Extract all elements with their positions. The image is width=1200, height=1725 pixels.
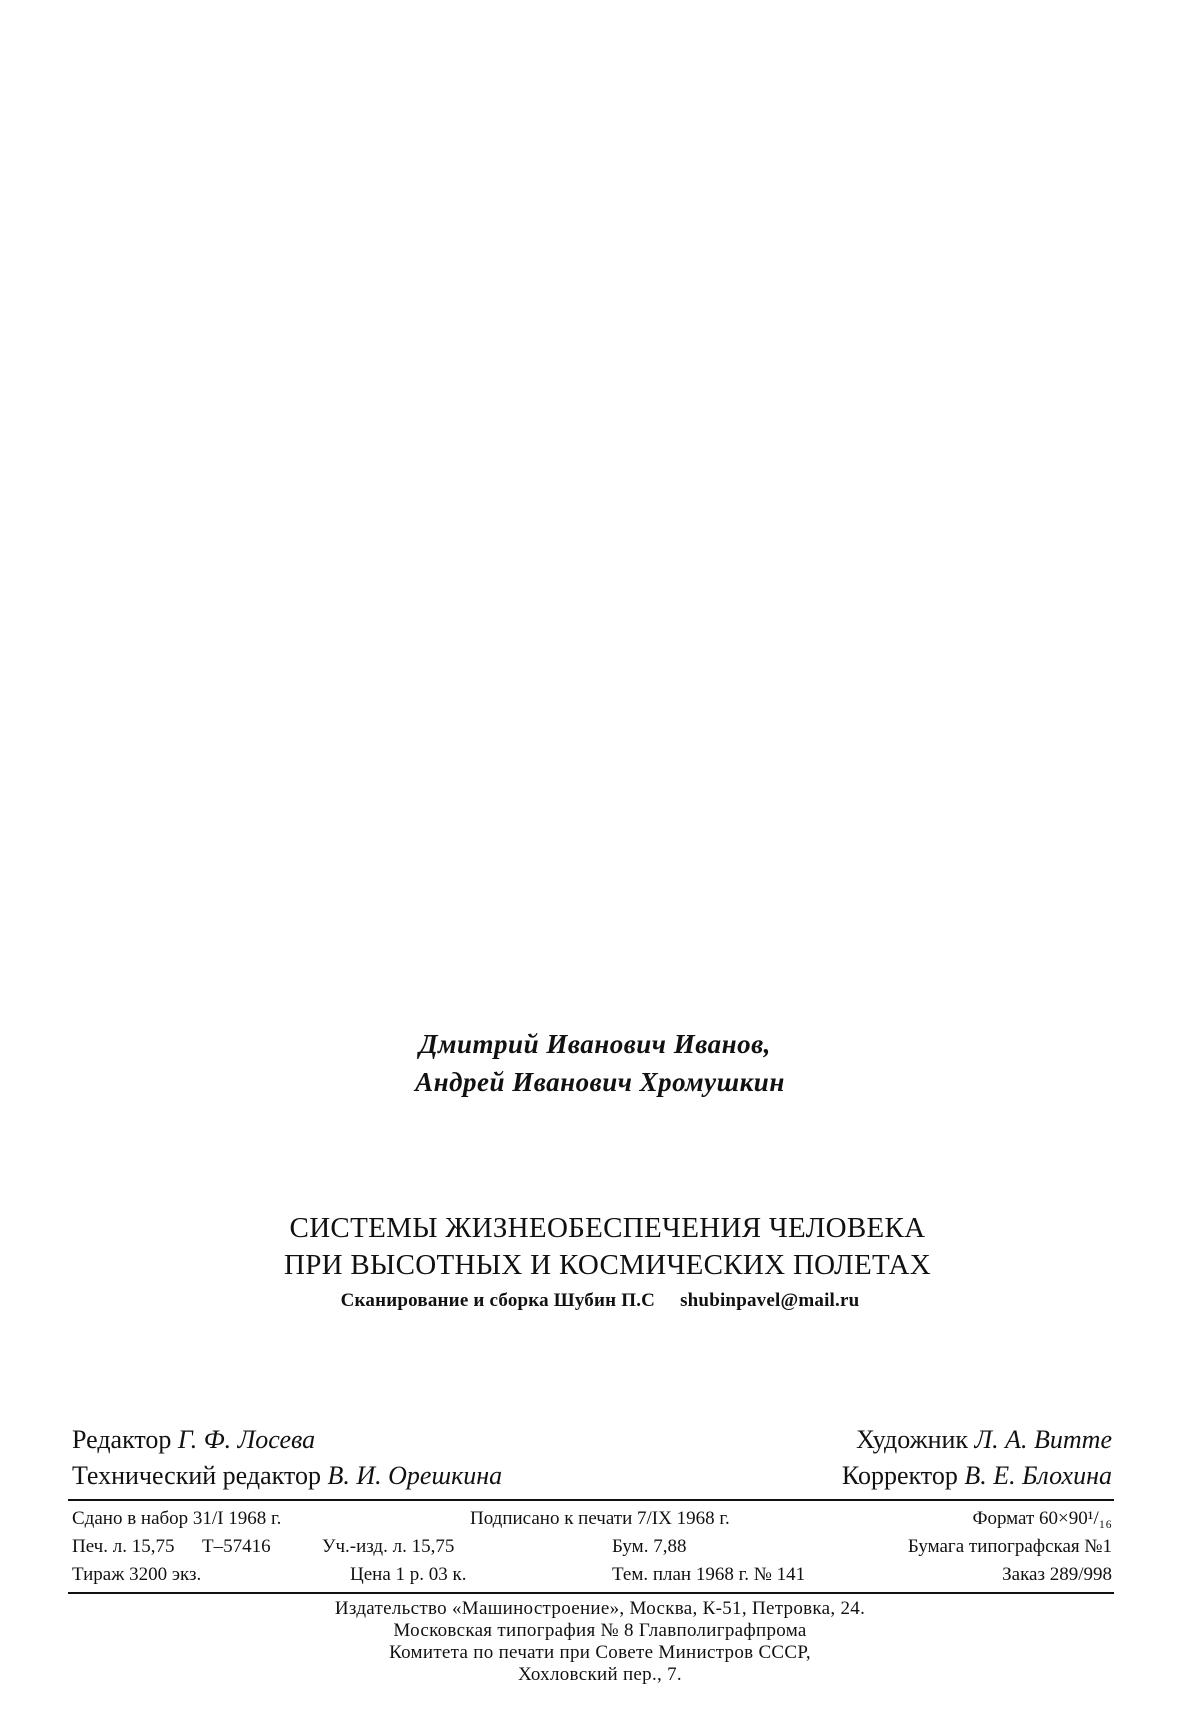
editor-label: Редактор [72, 1425, 172, 1454]
publisher-info [0, 1598, 1200, 1686]
credits-row [72, 1425, 1112, 1459]
scan-credit-text: Сканирование и сборка Шубин П.С [340, 1290, 656, 1311]
imprint-cell: Печ. л. 15,75 [72, 1536, 175, 1557]
imprint-cell: Формат 60×90¹/₁₆ [972, 1508, 1112, 1529]
tech-editor-name: В. И. Орешкина [327, 1461, 503, 1490]
imprint-cell: Бум. 7,88 [612, 1536, 687, 1557]
divider-bottom [68, 1592, 1114, 1594]
artist-credit [856, 1425, 1112, 1455]
author-name: Андрей Иванович Хромушкин [415, 1067, 785, 1097]
proofreader-name: В. Е. Блохина [964, 1461, 1112, 1490]
imprint-cell: Т–57416 [202, 1536, 271, 1557]
divider-top [68, 1499, 1114, 1501]
title-line: ПРИ ВЫСОТНЫХ И КОСМИЧЕСКИХ ПОЛЕТАХ [283, 1249, 932, 1281]
imprint-cell: Сдано в набор 31/I 1968 г. [72, 1508, 282, 1529]
imprint-cell: Тираж 3200 экз. [72, 1564, 202, 1585]
imprint-row [72, 1508, 1112, 1536]
editor-name: Г. Ф. Лосева [177, 1425, 316, 1454]
title-line: СИСТЕМЫ ЖИЗНЕОБЕСПЕЧЕНИЯ ЧЕЛОВЕКА [289, 1212, 926, 1244]
imprint-cell: Уч.-изд. л. 15,75 [322, 1536, 455, 1557]
artist-label: Художник [856, 1425, 969, 1454]
publisher-line: Издательство «Машиностроение», Москва, К-51, Петровка, 24. [334, 1598, 866, 1619]
artist-name: Л. А. Витте [974, 1425, 1112, 1454]
proofreader-credit [842, 1461, 1112, 1491]
credits-row [72, 1461, 1112, 1495]
proofreader-label: Корректор [841, 1461, 958, 1490]
publisher-line: Московская типография № 8 Главполиграфпрома [393, 1620, 807, 1641]
authors-block [0, 1025, 1200, 1101]
scan-credit-email: shubinpavel@mail.ru [680, 1290, 860, 1311]
book-title [0, 1210, 1200, 1284]
publisher-line: Хохловский пер., 7. [518, 1664, 682, 1685]
scan-credit [0, 1290, 1200, 1312]
tech-editor-credit [72, 1461, 502, 1491]
author-name: Дмитрий Иванович Иванов, [419, 1029, 771, 1059]
publisher-line: Комитета по печати при Совете Министров СССР, [389, 1642, 811, 1663]
editor-credit [72, 1425, 315, 1455]
imprint-cell: Бумага типографская №1 [907, 1536, 1112, 1557]
imprint-row [72, 1536, 1112, 1564]
tech-editor-label: Технический редактор [72, 1461, 321, 1490]
imprint-row [72, 1564, 1112, 1592]
imprint-cell: Подписано к печати 7/IX 1968 г. [470, 1508, 730, 1529]
imprint-cell: Заказ 289/998 [1002, 1564, 1112, 1585]
imprint-cell: Тем. план 1968 г. № 141 [612, 1564, 806, 1585]
imprint-cell: Цена 1 р. 03 к. [350, 1564, 467, 1585]
